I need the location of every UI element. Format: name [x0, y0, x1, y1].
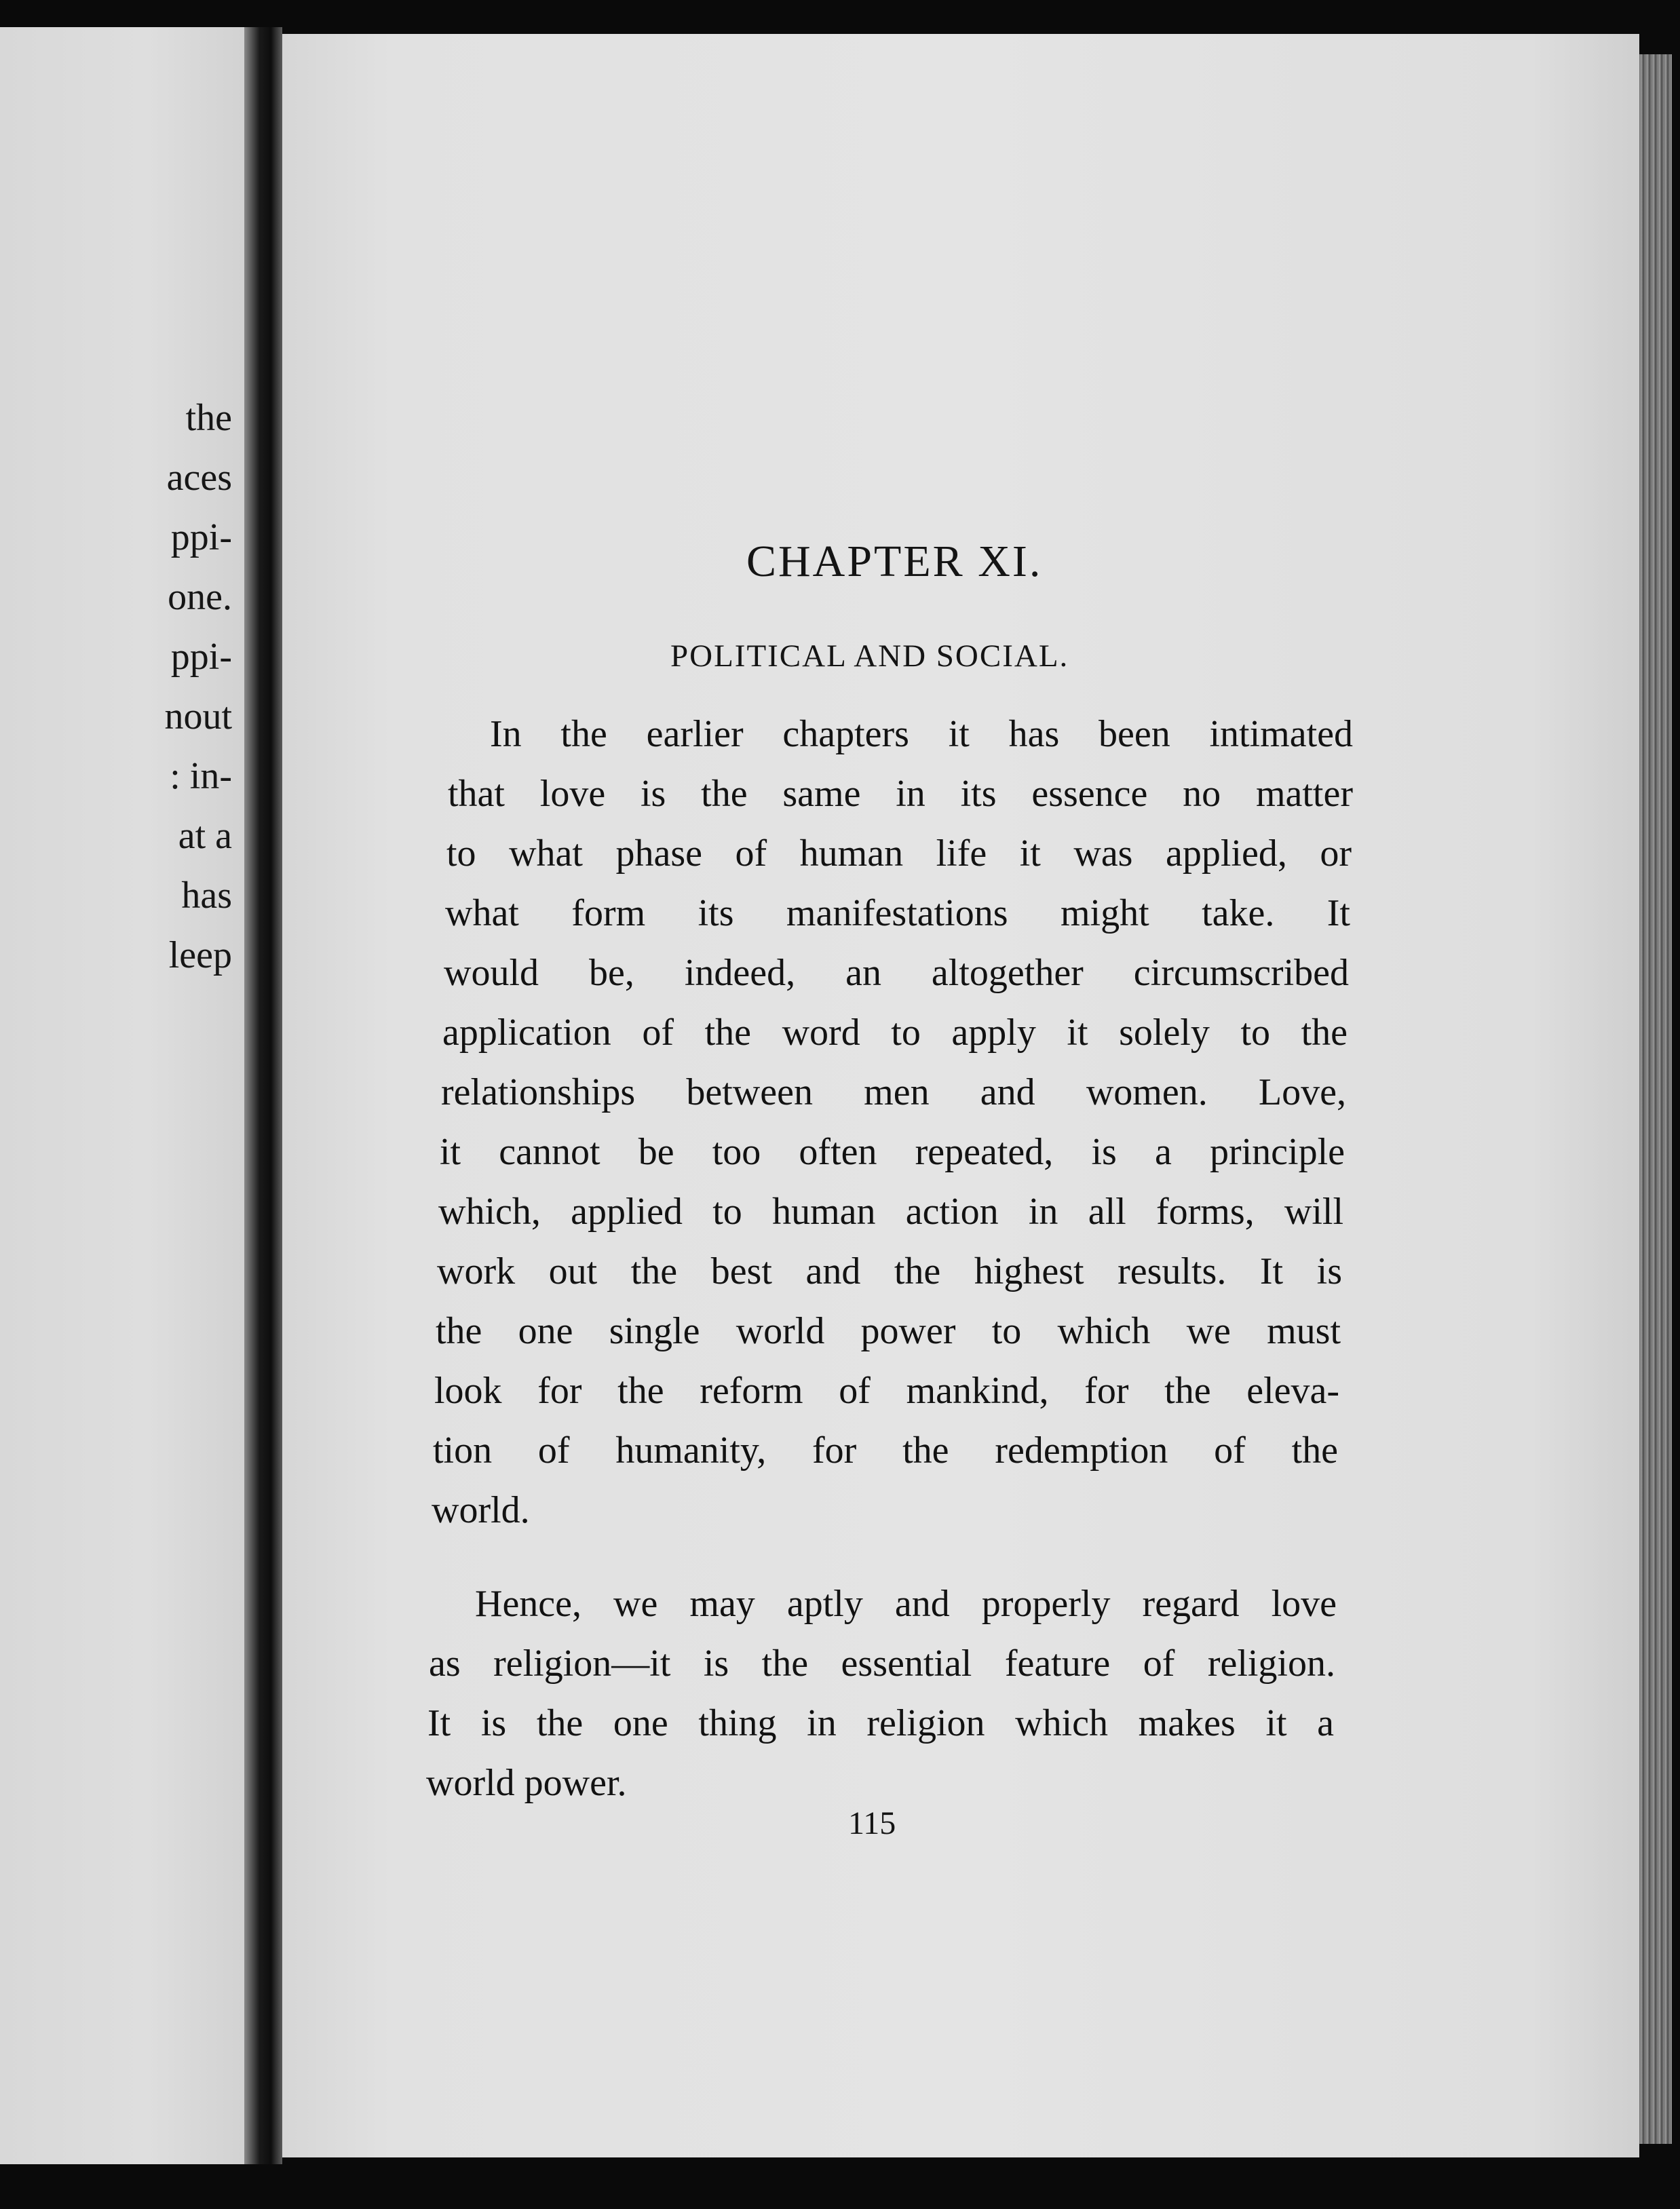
paragraph-2-line: Hence, we may aptly and properly regard love [475, 1583, 1337, 1625]
paragraph-2-line: as religion—it is the essential feature of religion. [429, 1643, 1335, 1685]
paragraph-1-line: which, applied to human action in all forms, will [438, 1191, 1343, 1233]
paragraph-2-line: world power. [426, 1762, 627, 1804]
paragraph-1-line: world. [432, 1489, 530, 1531]
left-page-line: nout [164, 695, 232, 737]
paragraph-1-line: In the earlier chapters it has been intimated [490, 713, 1353, 755]
paragraph-1-line: would be, indeed, an altogether circumscribed [444, 952, 1349, 994]
left-page-line: has [181, 875, 232, 917]
paragraph-1-line: the one single world power to which we must [436, 1310, 1341, 1352]
paragraph-1-line: work out the best and the highest results. It is [437, 1250, 1342, 1292]
page-edge [1639, 54, 1672, 2144]
facing-page-left [0, 27, 244, 2164]
chapter-subtitle: POLITICAL AND SOCIAL. [670, 638, 1069, 674]
chapter-title: CHAPTER XI. [746, 537, 1043, 586]
paragraph-1-line: what form its manifestations might take. It [445, 892, 1350, 934]
left-page-line: the [185, 397, 232, 439]
paragraph-1-line: look for the reform of mankind, for the eleva- [434, 1370, 1339, 1412]
paragraph-1-line: that love is the same in its essence no matter [448, 773, 1353, 815]
paragraph-1-line: to what phase of human life it was applied, or [446, 832, 1352, 875]
left-page-line: one. [168, 576, 232, 618]
page-number: 115 [848, 1805, 896, 1841]
paragraph-1-line: tion of humanity, for the redemption of the [433, 1429, 1338, 1472]
left-page-line: leep [168, 934, 232, 976]
left-page-line: ppi- [170, 636, 232, 678]
book-gutter [244, 27, 282, 2164]
paragraph-2-line: It is the one thing in religion which makes it a [427, 1702, 1334, 1744]
left-page-line: aces [166, 457, 232, 499]
paragraph-1-line: it cannot be too often repeated, is a principle [440, 1131, 1345, 1173]
paragraph-1-line: application of the word to apply it solely to the [442, 1012, 1348, 1054]
left-page-line: at a [178, 815, 232, 857]
paragraph-1-line: relationships between men and women. Love, [441, 1071, 1346, 1113]
left-page-line: ppi- [170, 516, 232, 558]
left-page-line: : in- [170, 755, 232, 797]
